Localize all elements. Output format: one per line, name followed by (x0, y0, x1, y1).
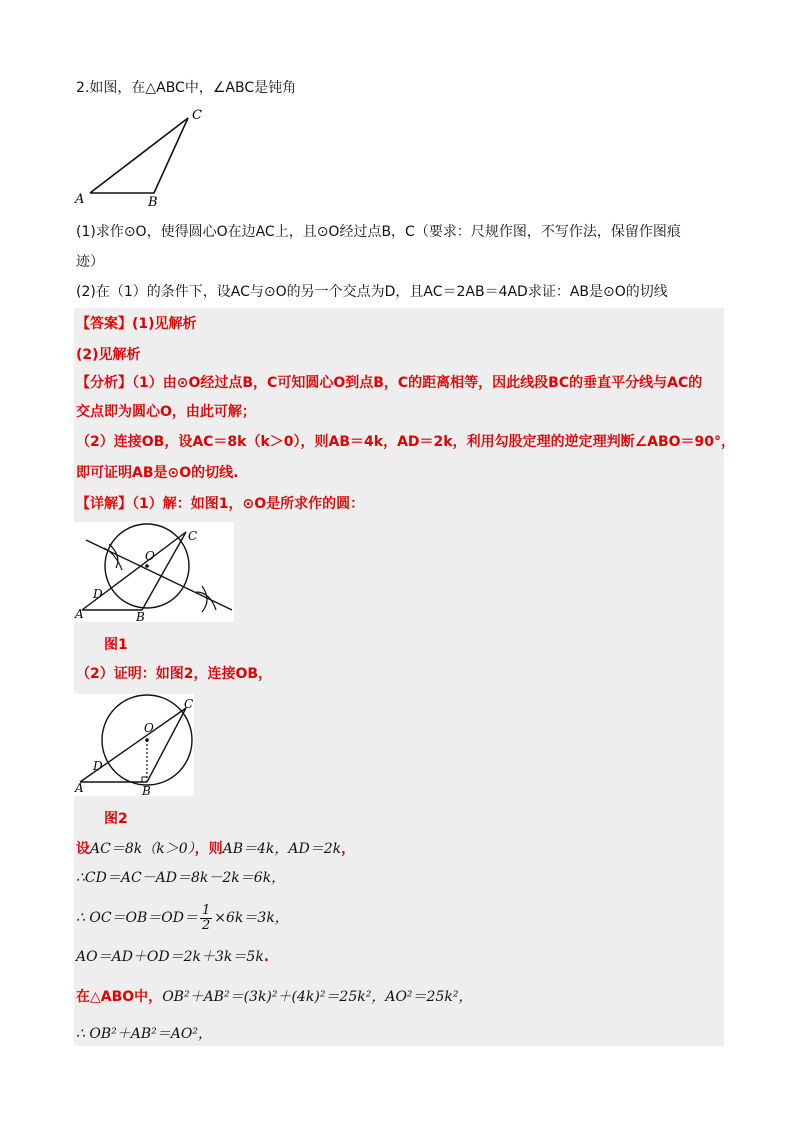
detail-line-1: 【详解】（1）解：如图1，⊙O是所求作的圆： (76, 496, 365, 512)
center-point (145, 564, 149, 568)
triangle-prefix: 在△ABO中， (76, 989, 163, 1005)
answer-heading-1: 【答案】(1)见解析 (76, 316, 197, 332)
fig2-label-o: O (144, 721, 154, 735)
set-end: ， (341, 841, 356, 857)
analysis-line-1: 【分析】（1）由⊙O经过点B，C可知圆心O到点B，C的距离相等，因此线段BC的垂直平分线与AC的 (76, 375, 703, 391)
oc-right: ×6k＝3k， (214, 910, 289, 926)
figure-1-caption: 图1 (104, 637, 128, 653)
part2-text: (2)在（1）的条件下，设AC与⊙O的另一个交点为D，且AC＝2AB＝4AD求证：AB是⊙O的切线 (76, 284, 668, 300)
fig1-label-o: O (145, 549, 155, 563)
analysis-line-2: 交点即为圆心O，由此可解； (76, 404, 256, 420)
arc-mark-4 (202, 586, 207, 612)
triangle-line (76, 986, 472, 1007)
set-ab-ad-values: AB＝4k，AD＝2k (222, 841, 342, 857)
triangle-abc-outline (90, 118, 188, 193)
ao-line (76, 946, 269, 967)
analysis-line-4: 即可证明AB是⊙O的切线. (76, 465, 239, 481)
proof-intro: （2）证明：如图2，连接OB， (76, 666, 273, 682)
fig1-label-b: B (136, 610, 145, 622)
center-point (145, 738, 149, 742)
part1-line1: (1)求作⊙O，使得圆心O在边AC上，且⊙O经过点B，C（要求：尺规作图，不写作法，保留作图痕 (76, 224, 681, 240)
figure-2 (74, 694, 194, 796)
fraction-one-half (200, 904, 212, 933)
fig2-label-b: B (142, 784, 151, 796)
right-angle-mark (142, 777, 147, 782)
segment-bc (142, 532, 186, 610)
answer-heading-2: (2)见解析 (76, 347, 141, 363)
label-a: A (75, 192, 85, 207)
triangle-figure (72, 104, 212, 210)
question-stem: 2.如图，在△ABC中，∠ABC是钝角 (76, 80, 297, 96)
fig2-label-a: A (75, 781, 84, 795)
figure-1 (74, 522, 234, 622)
arc-mark-1 (104, 548, 122, 570)
oc-line (76, 900, 289, 936)
fig1-label-a: A (75, 607, 84, 621)
fig1-label-d: D (93, 587, 103, 601)
fig2-label-d: D (93, 759, 103, 773)
fig1-label-c: C (188, 529, 198, 543)
ao-expression: AO＝AD＋OD＝2k＋3k＝5k (76, 949, 264, 965)
oc-left: ∴ OC＝OB＝OD＝ (76, 910, 199, 926)
part1-line2: 迹） (76, 254, 104, 270)
final-line: ∴ OB²＋AB²＝AO²， (76, 1026, 212, 1042)
triangle-expression: OB²＋AB²＝(3k)²＋(4k)²＝25k²，AO²＝25k²， (162, 989, 473, 1005)
ao-end: . (263, 949, 270, 965)
label-b: B (148, 195, 158, 210)
set-ac-value: AC＝8k（k＞0） (90, 841, 195, 857)
figure-2-caption: 图2 (104, 811, 128, 827)
proof-set-line (76, 838, 355, 859)
analysis-line-3: （2）连接OB，设AC＝8k（k＞0），则AB＝4k，AD＝2k，利用勾股定理的逆定理判断∠ABO＝90°， (76, 434, 736, 450)
frac-numerator: 1 (202, 902, 211, 918)
fig2-label-c: C (184, 697, 194, 711)
cd-line: ∴CD＝AC－AD＝8k－2k＝6k， (76, 870, 286, 886)
set-prefix: 设 (76, 841, 90, 857)
set-then: ，则 (194, 841, 223, 857)
frac-denominator: 2 (202, 917, 211, 933)
label-c: C (192, 108, 202, 123)
